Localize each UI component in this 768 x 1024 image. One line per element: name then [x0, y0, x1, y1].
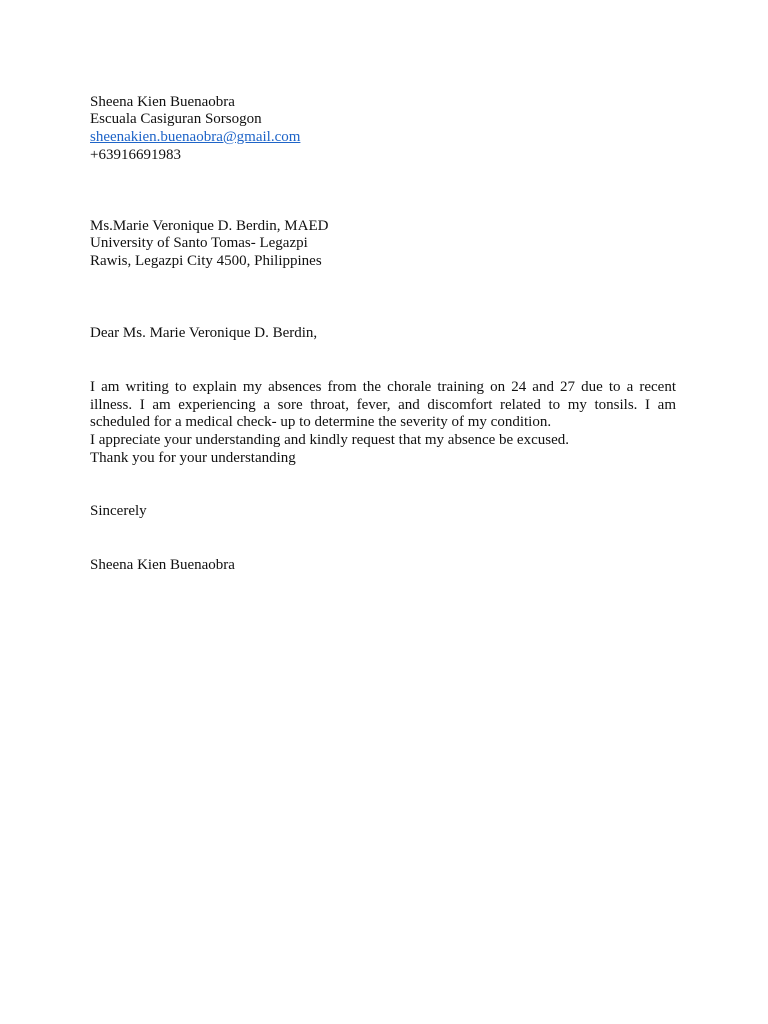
salutation [90, 325, 676, 343]
sender-block [90, 94, 676, 165]
salutation-text: Dear Ms. Marie Veronique D. Berdin, [90, 325, 318, 341]
sender-school: Escuala Casiguran Sorsogon [90, 111, 262, 128]
signature-name: Sheena Kien Buenaobra [90, 557, 235, 573]
body-paragraph-2: I appreciate your understanding and kindly request that my absence be excused. [90, 432, 569, 449]
sender-phone: +63916691983 [90, 146, 181, 163]
closing [90, 503, 676, 521]
recipient-address: Rawis, Legazpi City 4500, Philippines [90, 252, 322, 269]
closing-text: Sincerely [90, 503, 147, 519]
letter-body [90, 379, 676, 468]
sender-email-line [90, 129, 676, 147]
body-paragraph-3: Thank you for your understanding [90, 449, 296, 466]
body-paragraph-1: I am writing to explain my absences from the chorale training on 24 and 27 due to a recent illness. I am experiencing a sore throat, fever, and discomfort related to my tonsils. I am scheduled for a medical check- up to determine the severity of my condition. [90, 379, 676, 431]
recipient-institution: University of Santo Tomas- Legazpi [90, 235, 308, 252]
recipient-name: Ms.Marie Veronique D. Berdin, MAED [90, 217, 329, 234]
recipient-block [90, 218, 676, 271]
sender-name: Sheena Kien Buenaobra [90, 93, 235, 110]
sender-email-link[interactable]: sheenakien.buenaobra@gmail.com [90, 128, 301, 145]
signature [90, 557, 676, 575]
